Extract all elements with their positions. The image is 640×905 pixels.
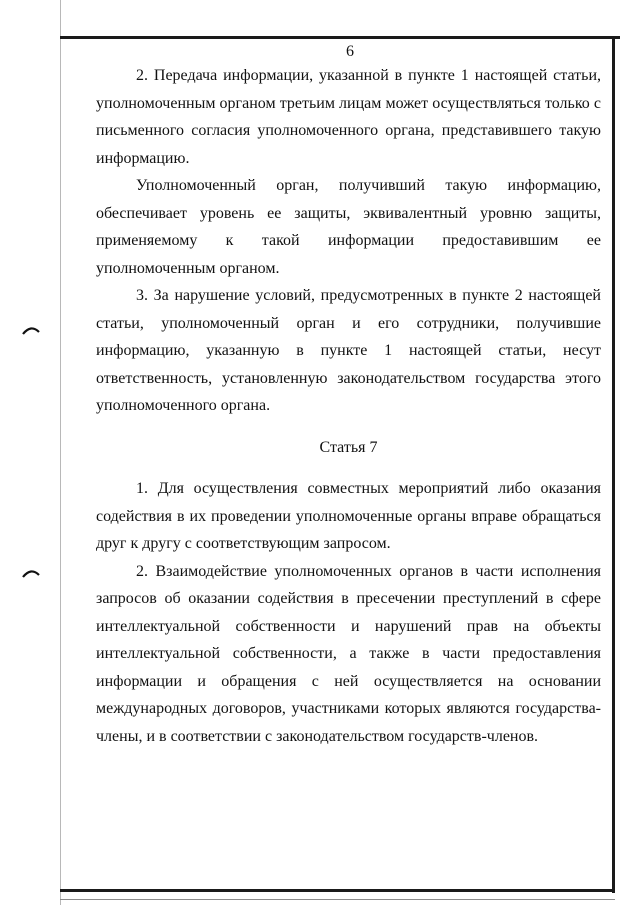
paragraph: 1. Для осуществления совместных мероприятий либо оказания содействия в их проведении уполномоченные органы вправе обращаться друг к другу с соответствующим запросом. xyxy=(96,480,601,552)
page-number: 6 xyxy=(346,43,354,60)
punch-hole-mark-icon xyxy=(22,325,40,335)
scan-border-top xyxy=(60,36,620,39)
scan-border-bottom xyxy=(60,889,615,892)
paragraph: 3. За нарушение условий, предусмотренных в пункте 2 настоящей статьи, уполномоченный орган и его сотрудники, получившие информацию, указанную в пункте 1 настоящей статьи, несут ответственность, установленную законодательством государства этого уполномоченного органа. xyxy=(96,287,601,414)
paragraph: 2. Передача информации, указанной в пункте 1 настоящей статьи, уполномоченным органом третьим лицам может осуществляться только с письменного согласия уполномоченного органа, представившего такую информацию. xyxy=(96,67,601,167)
article-heading: Статья 7 xyxy=(319,438,378,456)
document-body xyxy=(96,62,601,750)
paragraph: 2. Взаимодействие уполномоченных органов в части исполнения запросов об оказании содействия в пресечении преступлений в сфере интеллектуальной собственности и нарушений прав на объекты интеллектуальной собственности, а также в части предоставления информации и обращения с ней осуществляется на основании международных договоров, участниками которых являются государства-члены, и в соответствии с законодательством государств-членов. xyxy=(96,562,601,745)
paragraph: Уполномоченный орган, получивший такую информацию, обеспечивает уровень ее защиты, эквивалентный уровню защиты, применяемому к такой информации предоставившим ее уполномоченным органом. xyxy=(96,177,601,277)
scan-border-bottom-faint xyxy=(60,899,615,900)
scan-border-right xyxy=(612,36,615,893)
punch-hole-mark-icon xyxy=(22,568,40,578)
scan-border-left xyxy=(60,0,61,905)
